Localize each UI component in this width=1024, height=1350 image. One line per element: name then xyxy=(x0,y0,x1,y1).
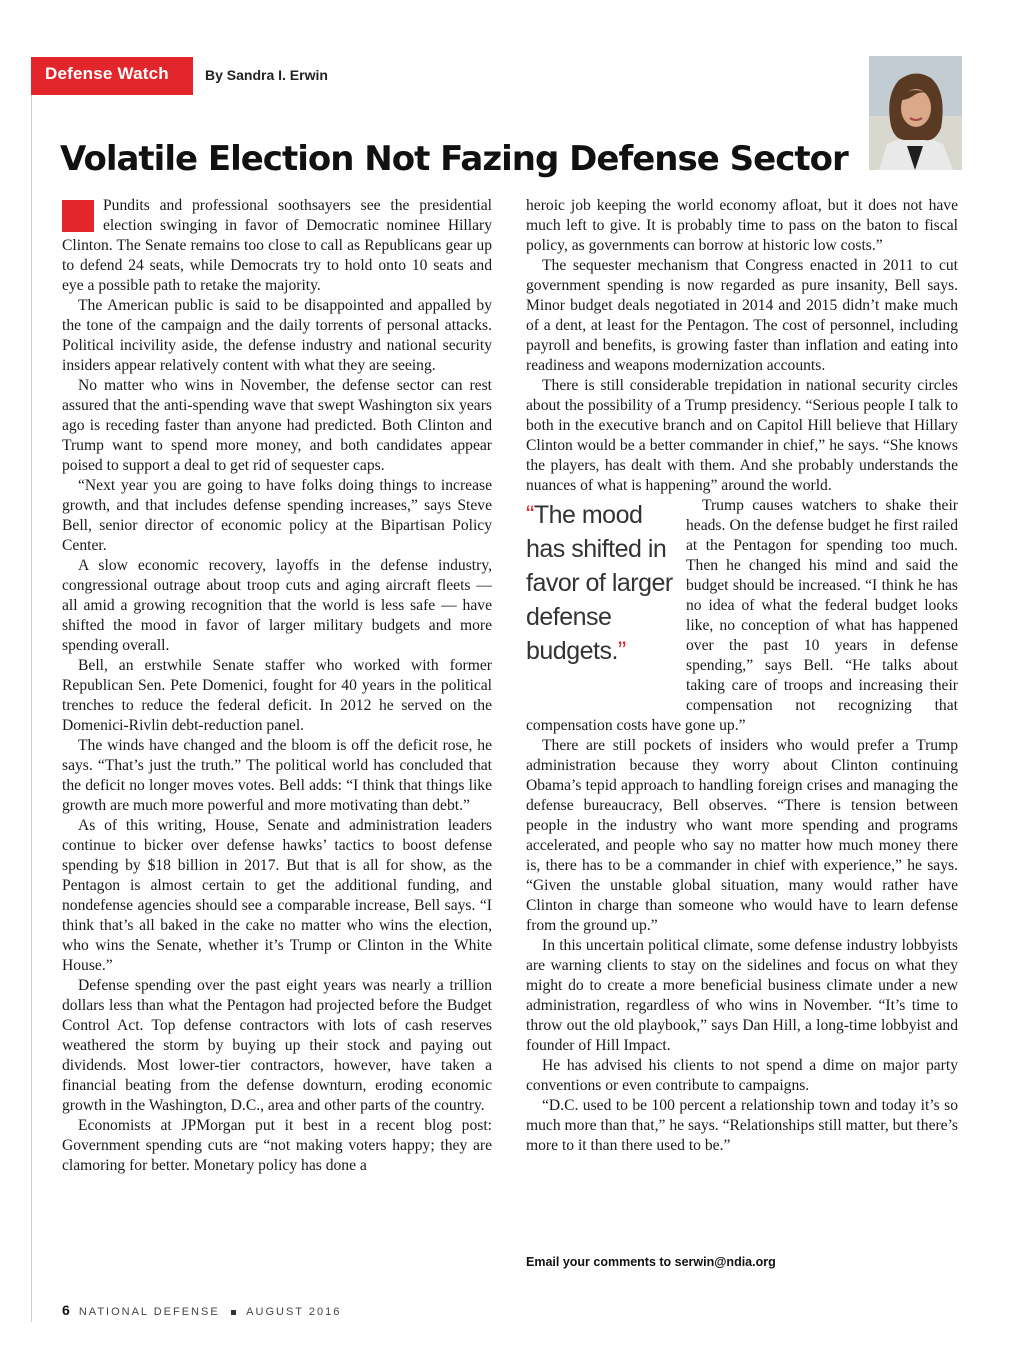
column-rule xyxy=(31,92,32,1322)
pull-quote xyxy=(526,498,686,698)
footer-separator xyxy=(231,1310,236,1315)
article-paragraph: In this uncertain political climate, some defense industry lobbyists are warning clients to stay on the sidelines and focus on what they might do to create a more beneficial business climate under a new administration, regardless of who wins in November. “It’s time to throw out the old playbook,” says Dan Hill, a long-time lobbyist and founder of Hill Impact. xyxy=(526,937,958,1054)
article-paragraph: He has advised his clients to not spend a dime on major party conventions or even contribute to campaigns. xyxy=(526,1057,958,1094)
byline: By Sandra I. Erwin xyxy=(205,67,328,83)
article-paragraph: Bell, an erstwhile Senate staffer who worked with former Republican Sen. Pete Domenici, fought for 40 years in the political trenches to reduce the federal deficit. In 2012 he served on the Domenici-Rivlin debt-reduction panel. xyxy=(62,657,492,734)
publication-name: NATIONAL DEFENSE xyxy=(78,1306,220,1318)
section-tag: Defense Watch xyxy=(31,57,193,95)
article-paragraph: The American public is said to be disappointed and appalled by the tone of the campaign and the daily torrents of personal attacks. Political incivility aside, the defense industry and national security insiders appear relatively content with what they are seeing. xyxy=(62,297,492,374)
issue-date: AUGUST 2016 xyxy=(246,1306,342,1318)
article-paragraph: There is still considerable trepidation in national security circles about the possibility of a Trump presidency. “Serious people I talk to both in the executive branch and on Capitol Hill believe that Hillary Clinton would be a better commander in chief,” he says. “She knows the players, has dealt with them. And she probably understands the nuances of what is happening” around the world. xyxy=(526,377,958,494)
email-comments-line: Email your comments to serwin@ndia.org xyxy=(526,1255,776,1269)
article-paragraph: As of this writing, House, Senate and administration leaders continue to bicker over defense hawks’ tactics to boost defense spending by $18 billion in 2017. But that is all for show, as the Pentagon is almost certain to get the additional funding, and nondefense agencies should see a comparable increase, Bell says. “I think that’s all baked in the cake no matter who wins the election, who wins the Senate, whether it’s Trump or Clinton in the White House.” xyxy=(62,817,492,974)
article-paragraph: Economists at JPMorgan put it best in a recent blog post: Government spending cuts are “not making voters happy; they are clamoring for better. Monetary policy has done a xyxy=(62,1117,492,1174)
drop-cap-square xyxy=(62,200,94,232)
article-paragraph: heroic job keeping the world economy afloat, but it does not have much left to give. It is probably time to pass on the baton to fiscal policy, as governments can borrow at historic low costs.” xyxy=(526,197,958,254)
article-paragraph: Trump causes watchers to shake their heads. On the defense budget he first railed at the Pentagon for spending too much. Then he changed his mind and said the budget should be increased. “I think he has no idea of what the federal budget looks like, no conception of what has happened over the past 10 years in defense spending,” says Bell. “He talks about taking care of troops and increasing their compensation not recognizing that compensation costs have gone up.” xyxy=(526,497,958,734)
pull-quote-wrap-block xyxy=(526,496,958,936)
pull-quote-close-mark: ” xyxy=(617,637,626,665)
headline: Volatile Election Not Fazing Defense Sector xyxy=(60,139,848,179)
article-paragraph: “D.C. used to be 100 percent a relationship town and today it’s so much more than that,” he says. “Relationships still matter, but there’s more to it than there used to be.” xyxy=(526,1097,959,1154)
article-paragraph: The winds have changed and the bloom is off the deficit rose, he says. “That’s just the truth.” The political world has concluded that the deficit no longer moves votes. Bell adds: “I think that things like growth are much more powerful and more motivating than debt.” xyxy=(62,737,492,814)
article-column-right xyxy=(526,196,958,1156)
article-paragraph: The sequester mechanism that Congress enacted in 2011 to cut government spending is now regarded as pure insanity, Bell says. Minor budget deals negotiated in 2014 and 2015 didn’t make much of a dent, at least for the Pentagon. The cost of personnel, including payroll and benefits, is growing faster than inflation and eating into readiness and weapons modernization accounts. xyxy=(526,257,958,374)
article-column-left xyxy=(62,196,492,1176)
author-photo xyxy=(869,56,962,170)
article-paragraph: A slow economic recovery, layoffs in the defense industry, congressional outrage about troop cuts and aging aircraft fleets — all amid a growing recognition that the world is less safe — have shifted the mood in favor of larger military budgets and more spending overall. xyxy=(62,557,492,654)
article-paragraph: Pundits and professional soothsayers see the presidential election swinging in favor of Democratic nominee Hillary Clinton. The Senate remains too close to call as Republicans gear up to defend 24 seats, while Democrats try to hold onto 10 seats and eye a possible path to retake the majority. xyxy=(62,197,492,294)
article-paragraph: Defense spending over the past eight years was nearly a trillion dollars less than what the Pentagon had projected before the Budget Control Act. Top defense contractors with lots of cash reserves weathered the storm by buying up their stock and paying out dividends. Most lower-tier contractors, however, have taken a financial beating from the defense downturn, eroding economic growth in the Washington, D.C., area and other parts of the country. xyxy=(62,977,492,1114)
page-footer xyxy=(62,1302,341,1318)
page-number: 6 xyxy=(62,1302,70,1318)
article-paragraph: No matter who wins in November, the defense sector can rest assured that the anti-spending wave that swept Washington six years ago is receding faster than anyone had predicted. Both Clinton and Trump want to spend more money, and both candidates appear poised to support a deal to get rid of sequester caps. xyxy=(62,377,492,474)
article-paragraph: There are still pockets of insiders who would prefer a Trump administration because they worry about Clinton continuing Obama’s tepid approach to handling foreign crises and managing the defense bureaucracy, Bell observes. “There is tension between people in the industry who want more spending and programs accelerated, and people who say no matter how much money there is, there has to be a commander in chief with experience,” he says. “Given the unstable global situation, many would rather have Clinton in charge than someone who would have to learn defense from the ground up.” xyxy=(526,737,958,934)
pull-quote-open-mark: “ xyxy=(526,501,534,529)
pull-quote-text: The mood has shifted in favor of larger defense budgets. xyxy=(526,501,673,665)
article-paragraph: “Next year you are going to have folks doing things to increase growth, and that includes defense spending increases,” says Steve Bell, senior director of economic policy at the Bipartisan Policy Center. xyxy=(62,477,492,554)
